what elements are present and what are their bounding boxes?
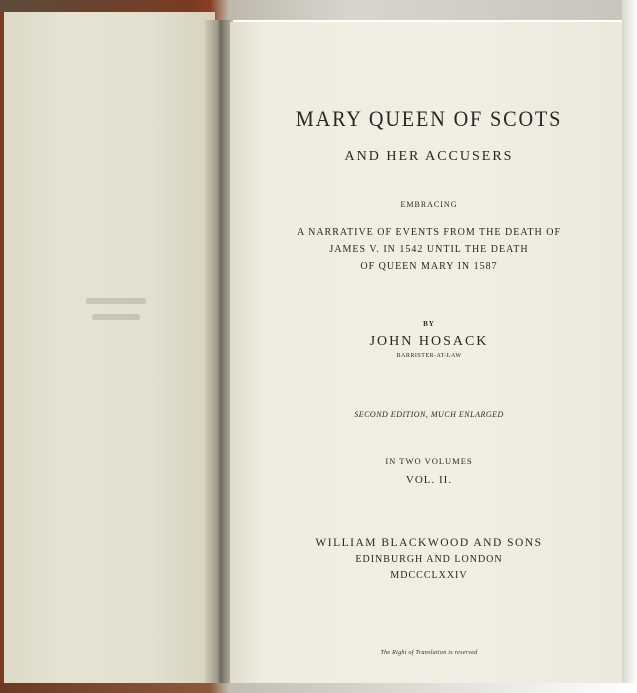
- book-bottom-edge: [0, 683, 637, 693]
- publisher-city: EDINBURGH AND LONDON: [355, 554, 503, 565]
- author-name: JOHN HOSACK: [369, 334, 489, 349]
- book-title: MARY QUEEN OF SCOTS: [295, 106, 563, 131]
- rights-notice: The Right of Translation is reserved: [380, 650, 478, 656]
- narrative-line: OF QUEEN MARY IN 1587: [360, 261, 498, 272]
- book-gutter: [205, 20, 233, 693]
- author-title: BARRISTER-AT-LAW: [396, 353, 462, 359]
- left-cover-edge: [0, 12, 4, 693]
- narrative-line: JAMES V. IN 1542 UNTIL THE DEATH: [329, 244, 529, 255]
- narrative-line: A NARRATIVE OF EVENTS FROM THE DEATH OF: [296, 227, 562, 238]
- by-label: BY: [423, 320, 435, 328]
- show-through-text: [86, 298, 146, 304]
- publication-year: MDCCCLXXIV: [390, 570, 468, 581]
- embracing-label: EMBRACING: [400, 200, 458, 209]
- publisher-name: WILLIAM BLACKWOOD AND SONS: [315, 537, 543, 549]
- volume-number: VOL. II.: [405, 474, 453, 486]
- book-subtitle: AND HER ACCUSERS: [344, 149, 514, 164]
- volumes-note: IN TWO VOLUMES: [385, 456, 473, 466]
- left-page: [0, 12, 215, 693]
- edition-note: SECOND EDITION, MUCH ENLARGED: [354, 410, 504, 419]
- show-through-text: [92, 314, 140, 320]
